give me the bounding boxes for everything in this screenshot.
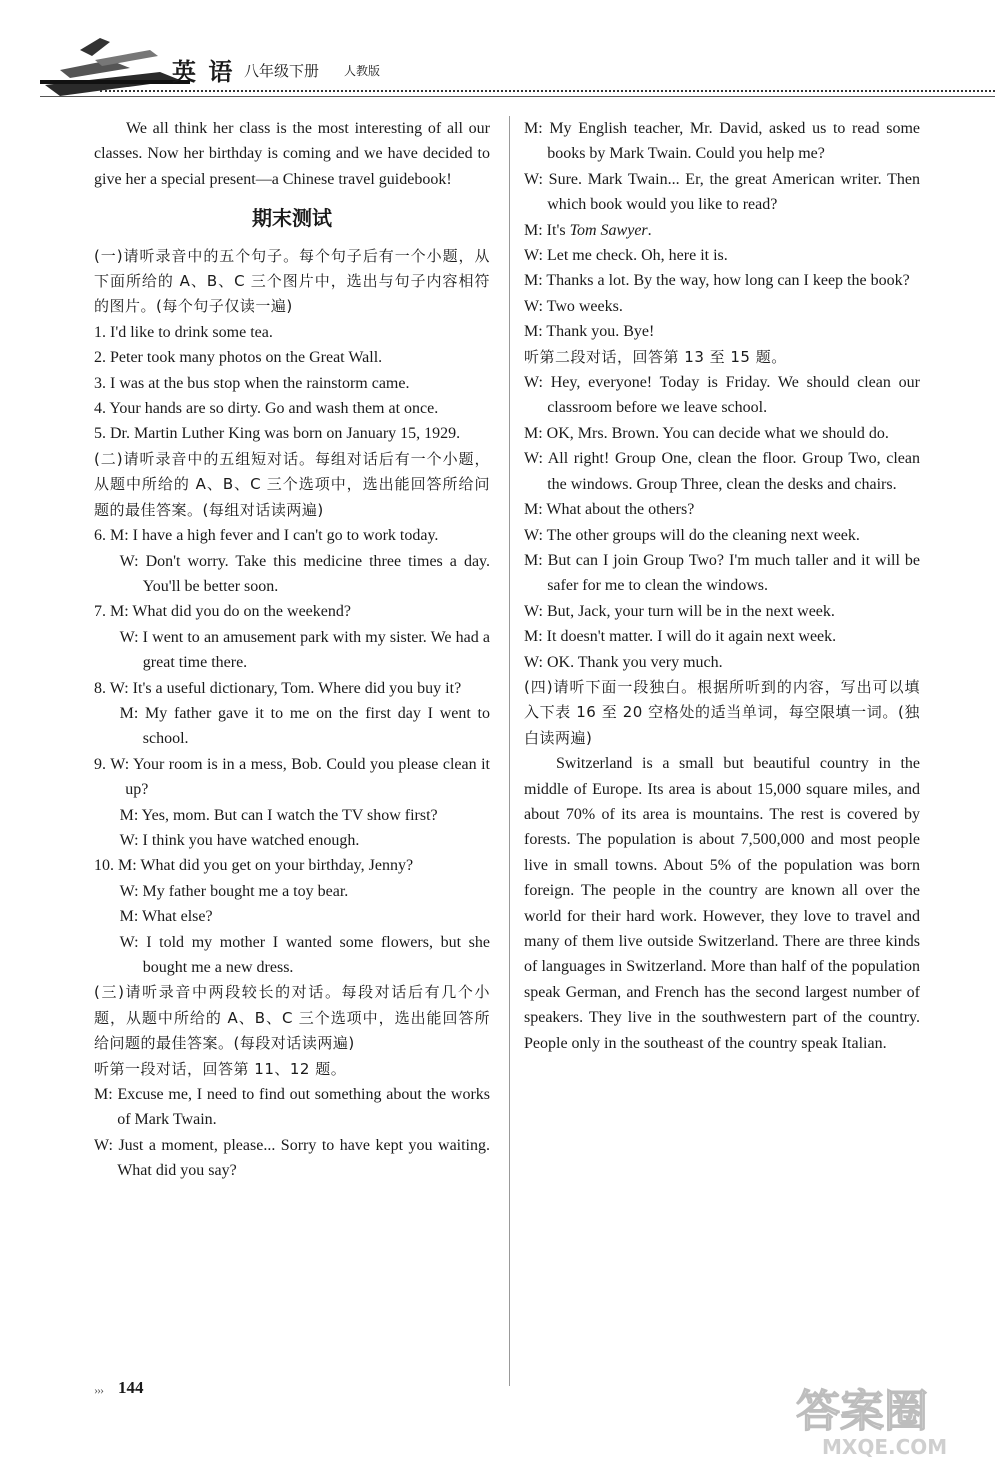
part4-instructions: (四)请听下面一段独白。根据所听到的内容，写出可以填入下表 16 至 20 空格处的适当单词，每空限填一词。(独白读两遍) bbox=[524, 677, 920, 747]
dialog-line: W: All right! Group One, clean the floor. Group Two, clean the windows. Group Three, clean the desks and chairs. bbox=[524, 450, 920, 493]
dialog-line: 6. M: I have a high fever and I can't go to work today. bbox=[94, 527, 439, 545]
header-rule bbox=[40, 96, 995, 97]
dialog-line: W: I went to an amusement park with my sister. We had a great time there. bbox=[119, 628, 490, 672]
dialog-line: W: Hey, everyone! Today is Friday. We should clean our classroom before we leave school. bbox=[524, 374, 920, 417]
dialog-line: M: Excuse me, I need to find out something about the works of Mark Twain. bbox=[94, 1086, 490, 1129]
dialog-line: W: OK. Thank you very much. bbox=[524, 653, 723, 671]
watermark-url: MXQE.COM bbox=[822, 1435, 948, 1459]
part3-instructions: (三)请听录音中两段较长的对话。每段对话后有几个小题，从题中所给的 A、B、C 三个选项中，选出能回答所给问题的最佳答案。(每段对话读两遍) bbox=[94, 983, 490, 1053]
dialog-line: W: Two weeks. bbox=[524, 297, 623, 315]
dialog-line: M: Thanks a lot. By the way, how long can I keep the book? bbox=[524, 272, 910, 290]
dialog-line: M: Thank you. Bye! bbox=[524, 323, 655, 341]
dialog-line-suffix: . bbox=[647, 221, 652, 239]
footer-arrows-icon: ››› bbox=[94, 1383, 103, 1397]
dialog-line: W: Let me check. Oh, here it is. bbox=[524, 247, 728, 265]
edition-label: 人教版 bbox=[344, 64, 381, 78]
dialog-line: W: Just a moment, please... Sorry to have kept you waiting. What did you say? bbox=[94, 1136, 490, 1180]
dialog-line: W: Don't worry. Take this medicine three times a day. You'll be better soon. bbox=[119, 552, 490, 595]
book-title: Tom Sawyer bbox=[569, 221, 648, 239]
monologue-paragraph: Switzerland is a small but beautiful country in the middle of Europe. Its area is about 15,000 square miles, and about 70% of its area is mountains. The rest is covered by forests. The population is about 7,500,000 and most people live in small towns. About 5% of the population was born foreign. The people in the country are known all over the world for their hard work. However, they love to travel and many of them live outside Switzerland. There are three kinds of languages in Switzerland. More than half of the population speak German, and French has the second largest number of speakers. They live in the southwestern part of the country. People only in the southeast of the country speak Italian. bbox=[524, 755, 920, 1052]
dialog-line: 7. M: What did you do on the weekend? bbox=[94, 603, 351, 621]
watermark-logo bbox=[792, 1378, 992, 1460]
dialog-line: W: The other groups will do the cleaning next week. bbox=[524, 526, 860, 544]
section-title: 期末测试 bbox=[252, 206, 332, 231]
watermark-text: 答案圈 bbox=[796, 1386, 928, 1437]
dialog-line: W: My father bought me a toy bear. bbox=[119, 882, 349, 900]
dialog-line: M: What else? bbox=[119, 908, 213, 926]
dialog-line: M: What about the others? bbox=[524, 501, 695, 519]
page-number: 144 bbox=[118, 1378, 144, 1397]
dialog-line: W: I think you have watched enough. bbox=[119, 831, 360, 849]
dialog-line: M: My English teacher, Mr. David, asked us to read some books by Mark Twain. Could you help me? bbox=[524, 120, 920, 163]
dialog-line: M: My father gave it to me on the first day I went to school. bbox=[119, 704, 490, 748]
dialog-line: M: OK, Mrs. Brown. You can decide what we should do. bbox=[524, 424, 889, 442]
left-column bbox=[94, 116, 490, 1184]
dialog2-label: 听第二段对话，回答第 13 至 15 题。 bbox=[524, 347, 787, 366]
intro-paragraph: We all think her class is the most interesting of all our classes. Now her birthday is coming and we have decided to give her a special present—a Chinese travel guidebook! bbox=[94, 120, 490, 188]
page-header bbox=[0, 0, 1000, 110]
dialog-line: M: Yes, mom. But can I watch the TV show first? bbox=[119, 806, 438, 824]
column-divider bbox=[509, 116, 510, 1386]
dialog-line: M: It doesn't matter. I will do it again next week. bbox=[524, 628, 837, 646]
dialog-line: 10. M: What did you get on your birthday, Jenny? bbox=[94, 857, 414, 875]
part1-item: 5. Dr. Martin Luther King was born on January 15, 1929. bbox=[94, 425, 461, 443]
dialog-line-prefix: M: It's bbox=[524, 221, 570, 239]
dialog-line: M: But can I join Group Two? I'm much taller and it will be safer for me to clean the windows. bbox=[524, 551, 920, 595]
part1-item: 1. I'd like to drink some tea. bbox=[94, 323, 273, 341]
subject-title: 英 语 bbox=[172, 58, 235, 86]
dialog-line: W: Sure. Mark Twain... Er, the great American writer. Then which book would you like to read? bbox=[524, 170, 920, 214]
dialog1-label: 听第一段对话，回答第 11、12 题。 bbox=[94, 1059, 347, 1078]
dialog-line: W: I told my mother I wanted some flowers, but she bought me a new dress. bbox=[119, 933, 490, 976]
dialog-line: W: But, Jack, your turn will be in the next week. bbox=[524, 602, 835, 620]
part1-item: 4. Your hands are so dirty. Go and wash them at once. bbox=[94, 400, 439, 418]
part1-item: 3. I was at the bus stop when the rainstorm came. bbox=[94, 374, 410, 392]
header-dotted-rule bbox=[100, 90, 995, 92]
part1-item: 2. Peter took many photos on the Great Wall. bbox=[94, 349, 383, 367]
dialog-line bbox=[524, 218, 920, 243]
dialog-line: 9. W: Your room is in a mess, Bob. Could you please clean it up? bbox=[94, 755, 490, 799]
part1-instructions: (一)请听录音中的五个句子。每个句子后有一个小题，从下面所给的 A、B、C 三个图片中，选出与句子内容相符的图片。(每个句子仅读一遍) bbox=[94, 246, 490, 316]
right-column bbox=[524, 116, 920, 1056]
dialog-line: 8. W: It's a useful dictionary, Tom. Where did you buy it? bbox=[94, 679, 462, 697]
grade-label: 八年级下册 bbox=[244, 62, 320, 80]
part2-instructions: (二)请听录音中的五组短对话。每组对话后有一个小题，从题中所给的 A、B、C 三个选项中，选出能回答所给问题的最佳答案。(每组对话读两遍) bbox=[94, 449, 490, 519]
